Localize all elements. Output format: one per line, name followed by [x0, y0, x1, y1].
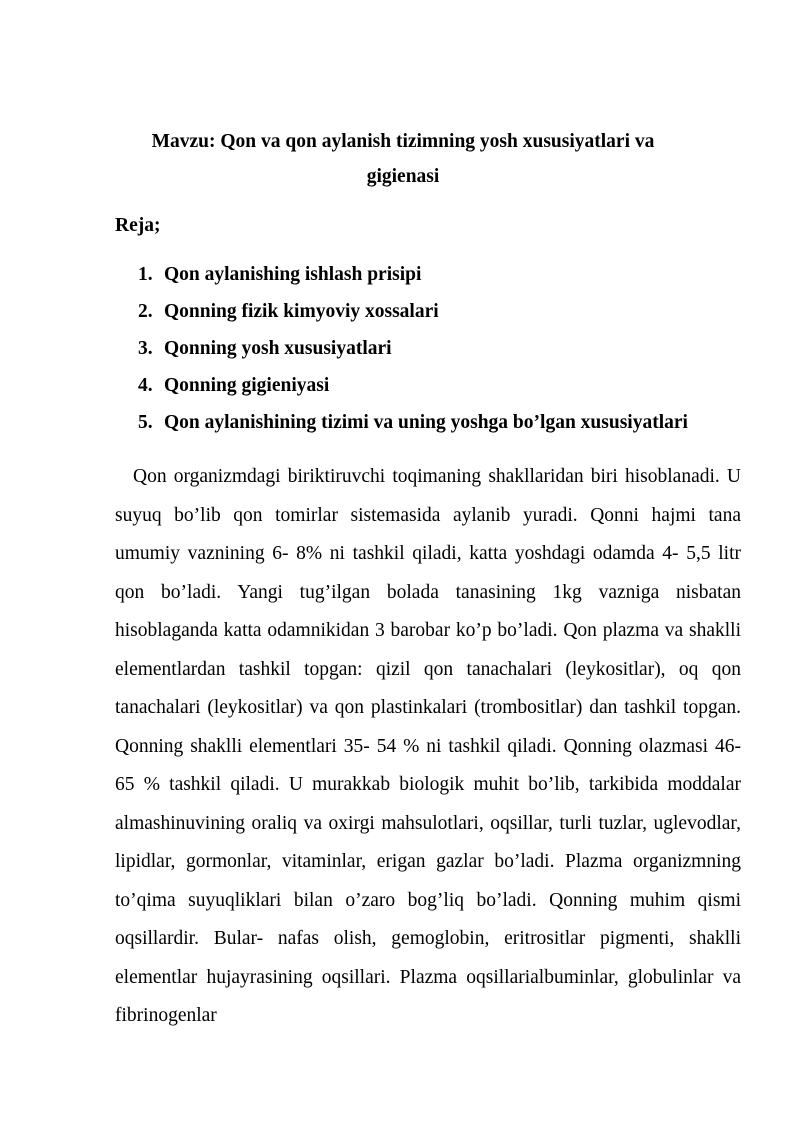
plan-item-number: 3.	[138, 338, 153, 359]
plan-item-number: 4.	[138, 375, 153, 396]
plan-list	[138, 261, 688, 446]
plan-item	[138, 261, 688, 298]
plan-item-text: Qon aylanishing ishlash prisipi	[164, 264, 422, 285]
plan-item-text: Qonning fizik kimyoviy xossalari	[164, 301, 439, 322]
plan-item	[138, 372, 688, 409]
plan-item	[138, 298, 688, 335]
plan-item-text: Qon aylanishining tizimi va uning yoshga bo’lgan xususiyatlari	[164, 412, 688, 433]
plan-item	[138, 409, 688, 446]
plan-item-text: Qonning gigieniyasi	[164, 375, 330, 396]
plan-item-number: 2.	[138, 301, 153, 322]
plan-item-number: 5.	[138, 412, 153, 433]
plan-item	[138, 335, 688, 372]
document-title: Mavzu: Qon va qon aylanish tizimning yosh xususiyatlari va gigienasi	[151, 131, 655, 187]
plan-item-text: Qonning yosh xususiyatlari	[164, 338, 392, 359]
body-paragraph: Qon organizmdagi biriktiruvchi toqimaning shakllaridan biri hisoblanadi. U suyuq bo’lib qon tomirlar sistemasida aylanib yuradi. Qonni hajmi tana umumiy vaznining 6- 8% ni tashkil qiladi, katta yoshdagi odamda 4- 5,5 litr qon bo’ladi. Yangi tug’ilgan bolada tanasining 1kg vazniga nisbatan hisoblaganda katta odamnikidan 3 barobar ko’p bo’ladi. Qon plazma va shaklli elementlardan tashkil topgan: qizil qon tanachalari (leykositlar), oq qon tanachalari (leykositlar) va qon plastinkalari (trombositlar) dan tashkil topgan. Qonning shaklli elementlari 35- 54 % ni tashkil qiladi. Qonning olazmasi 46- 65 % tashkil qiladi. U murakkab biologik muhit bo’lib, tarkibida moddalar almashinuvining oraliq va oxirgi mahsulotlari, oqsillar, turli tuzlar, uglevodlar, lipidlar, gormonlar, vitaminlar, erigan gazlar bo’ladi. Plazma organizmning to’qima suyuqliklari bilan o’zaro bog’liq bo’ladi. Qonning muhim qismi oqsillardir. Bular- nafas olish, gemoglobin, eritrositlar pigmenti, shaklli elementlar hujayrasining oqsillari. Plazma oqsillarialbuminlar, globulinlar va fibrinogenlar	[115, 466, 741, 1026]
plan-heading: Reja;	[115, 215, 161, 236]
plan-item-number: 1.	[138, 264, 153, 285]
